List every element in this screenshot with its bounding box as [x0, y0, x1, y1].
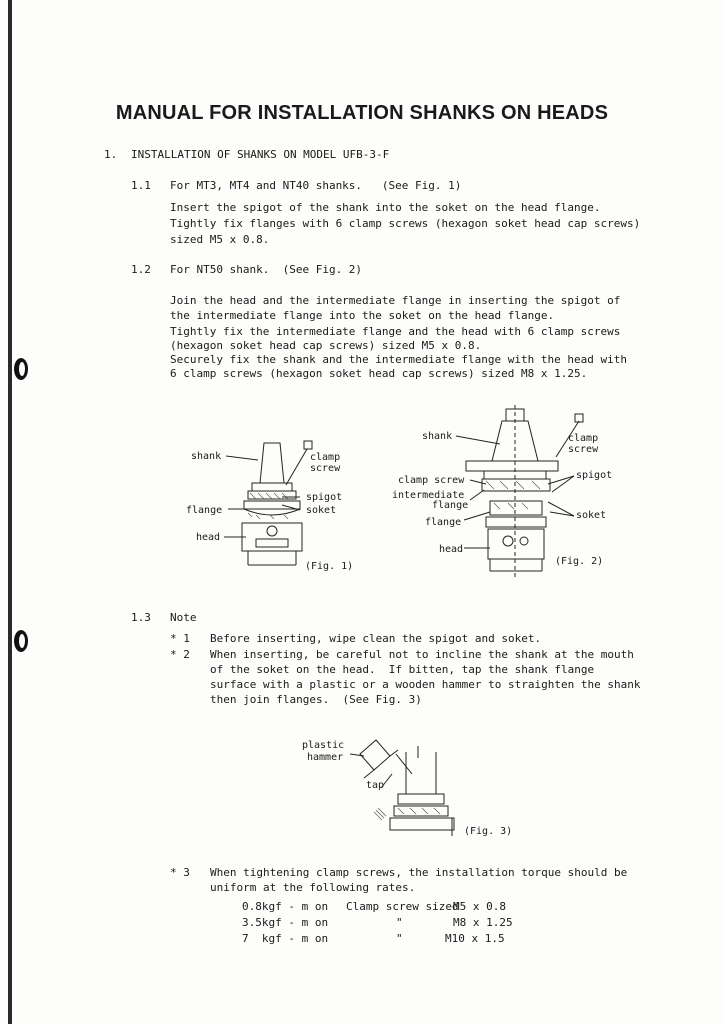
fig2-caption: (Fig. 2)	[555, 556, 604, 567]
note-line: When tightening clamp screws, the installation torque should be	[210, 866, 628, 879]
paragraph-line: Insert the spigot of the shank into the soket on the head flange.	[170, 201, 601, 214]
fig2-label-spigot: spigot	[576, 470, 613, 481]
note-mark: * 1	[170, 632, 190, 645]
fig1-label-flange: flange	[186, 505, 223, 516]
paragraph-line: the intermediate flange into the soket on the head flange.	[170, 309, 555, 322]
subsection-heading: For MT3, MT4 and NT40 shanks. (See Fig. 1)	[170, 179, 462, 192]
paragraph-line: sized M5 x 0.8.	[170, 233, 270, 246]
note-mark: * 3	[170, 866, 190, 879]
torque-ditto: "	[396, 916, 403, 929]
subsection-heading: Note	[170, 611, 197, 624]
section-heading: INSTALLATION OF SHANKS ON MODEL UFB-3-F	[131, 148, 390, 161]
fig3-label-hammer: hammer	[307, 752, 344, 763]
paragraph-line: Tightly fix the intermediate flange and the head with 6 clamp screws	[170, 325, 621, 338]
torque-size: M8 x 1.25	[453, 916, 513, 929]
note-line: When inserting, be careful not to incline the shank at the mouth	[210, 648, 634, 661]
torque-value: 3.5kgf - m on	[242, 916, 329, 929]
subsection-number: 1.3	[131, 611, 151, 624]
note-mark: * 2	[170, 648, 190, 661]
note-line: uniform at the following rates.	[210, 881, 416, 894]
fig2-label-clamp-screw: clamp screw	[398, 475, 465, 486]
fig2-label-head: head	[439, 544, 464, 555]
fig1-label-soket: soket	[306, 505, 337, 516]
fig2-label-shank: shank	[422, 431, 453, 442]
fig3-label-plastic: plastic	[302, 740, 345, 751]
note-line: surface with a plastic or a wooden hammer to straighten the shank	[210, 678, 641, 691]
torque-target: Clamp screw sized	[346, 900, 459, 913]
section-number: 1.	[104, 148, 118, 161]
fig1-caption: (Fig. 1)	[305, 561, 354, 572]
page-title: MANUAL FOR INSTALLATION SHANKS ON HEADS	[115, 102, 609, 124]
fig2-label-clamp: clamp	[568, 433, 599, 444]
torque-size: M10 x 1.5	[445, 932, 505, 945]
fig2-label-soket: soket	[576, 510, 607, 521]
note-line: Before inserting, wipe clean the spigot and soket.	[210, 632, 542, 645]
torque-ditto: "	[396, 932, 403, 945]
fig1-label-shank: shank	[191, 451, 222, 462]
paragraph-line: Securely fix the shank and the intermediate flange with the head with	[170, 353, 627, 366]
torque-value: 0.8kgf - m on	[242, 900, 329, 913]
note-line: of the soket on the head. If bitten, tap the shank flange	[210, 663, 595, 676]
subsection-number: 1.2	[131, 263, 151, 276]
torque-value: 7 kgf - m on	[242, 932, 329, 945]
fig1-label-head: head	[196, 532, 221, 543]
subsection-number: 1.1	[131, 179, 151, 192]
paragraph-line: (hexagon soket head cap screws) sized M5 x 0.8.	[170, 339, 482, 352]
fig1-label-clamp: clamp	[310, 452, 341, 463]
fig2-label-flange-a: flange	[432, 500, 469, 511]
fig3-label-tap: tap	[366, 780, 385, 791]
paragraph-line: Tightly fix flanges with 6 clamp screws (hexagon soket head cap screws)	[170, 217, 641, 230]
fig1-label-spigot: spigot	[306, 492, 343, 503]
fig1-label-screw: screw	[310, 463, 341, 474]
fig2-label-screw: screw	[568, 444, 599, 455]
subsection-heading: For NT50 shank. (See Fig. 2)	[170, 263, 363, 276]
note-line: then join flanges. (See Fig. 3)	[210, 693, 422, 706]
paragraph-line: 6 clamp screws (hexagon soket head cap screws) sized M8 x 1.25.	[170, 367, 588, 380]
fig3-caption: (Fig. 3)	[464, 826, 513, 837]
torque-size: M5 x 0.8	[453, 900, 506, 913]
paragraph-line: Join the head and the intermediate flange in inserting the spigot of	[170, 294, 621, 307]
fig2-label-flange-b: flange	[425, 517, 462, 528]
fig2-label-intermediate: intermediate	[392, 490, 465, 501]
